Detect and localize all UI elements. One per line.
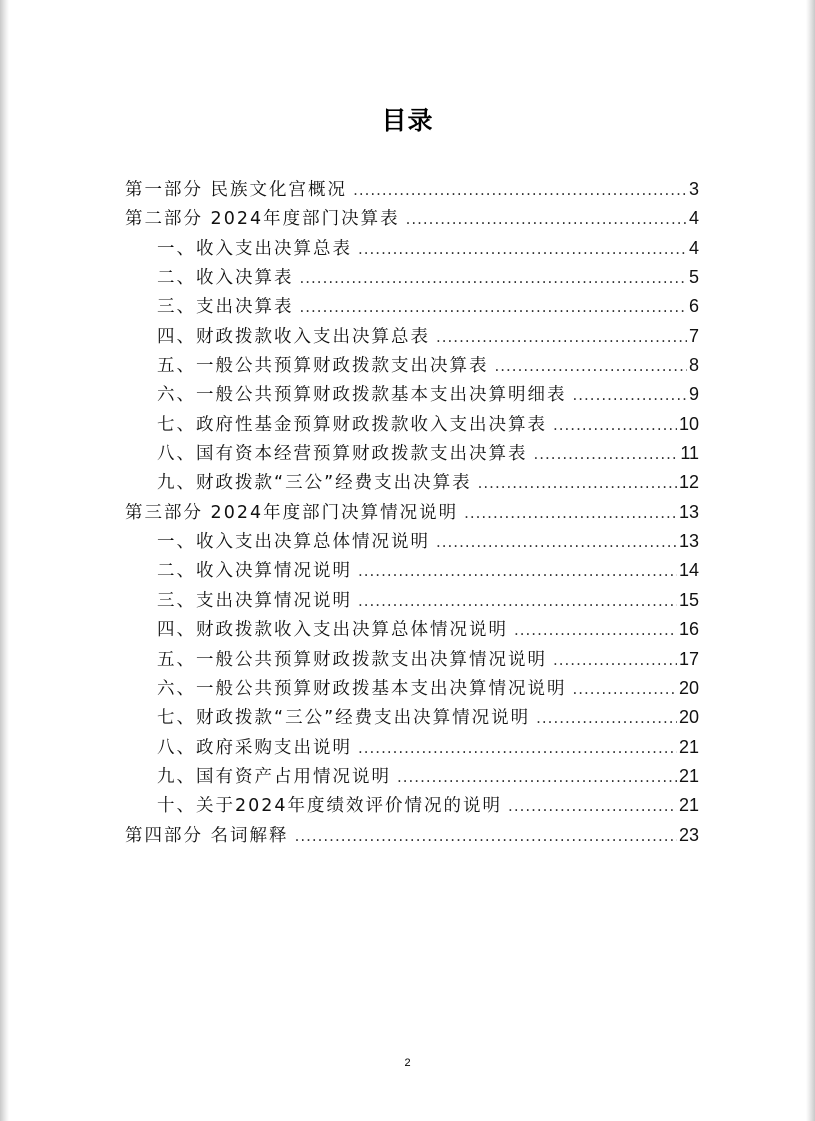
toc-entry[interactable]	[125, 587, 699, 616]
document-page	[9, 0, 806, 1121]
toc-dot-leader	[553, 416, 677, 434]
toc-entry-label: 九、国有资产占用情况说明	[157, 766, 391, 787]
toc-entry[interactable]	[125, 440, 699, 469]
toc-entry-label: 一、收入支出决算总体情况说明	[157, 532, 430, 553]
toc-entry[interactable]	[125, 323, 699, 352]
toc-entry-label: 第四部分 名词解释	[125, 825, 289, 846]
toc-entry-page: 7	[688, 325, 699, 346]
toc-entry[interactable]	[125, 734, 699, 763]
toc-entry-label: 四、财政拨款收入支出决算总表	[157, 326, 430, 347]
toc-entry[interactable]	[125, 205, 699, 234]
toc-entry-label: 六、一般公共预算财政拨款基本支出决算明细表	[157, 385, 567, 406]
toc-entry[interactable]	[125, 411, 699, 440]
toc-entry-page: 4	[688, 237, 699, 258]
toc-entry-label: 十、关于2024年度绩效评价情况的说明	[157, 796, 503, 817]
toc-entry-label: 五、一般公共预算财政拨款支出决算情况说明	[157, 649, 547, 670]
toc-dot-leader	[353, 181, 687, 199]
toc-dot-leader	[358, 592, 677, 610]
toc-entry-page: 16	[678, 619, 699, 640]
page-shadow-right	[806, 0, 815, 1121]
toc-entry-label: 一、收入支出决算总表	[157, 238, 352, 259]
toc-entry-page: 14	[678, 560, 699, 581]
toc-entry[interactable]	[125, 469, 699, 498]
toc-dot-leader	[358, 562, 677, 580]
toc-entry[interactable]	[125, 528, 699, 557]
toc-entry[interactable]	[125, 557, 699, 586]
toc-entry[interactable]	[125, 499, 699, 528]
toc-entry-page: 17	[678, 648, 699, 669]
toc-entry-label: 六、一般公共预算财政拨基本支出决算情况说明	[157, 678, 567, 699]
toc-entry[interactable]	[125, 176, 699, 205]
page-title: 目录	[381, 106, 434, 135]
toc-dot-leader	[508, 797, 677, 815]
toc-dot-leader	[514, 621, 677, 639]
toc-entry-page: 4	[688, 208, 699, 229]
toc-entry-page: 8	[688, 355, 699, 376]
toc-dot-leader	[358, 739, 677, 757]
toc-entry-label: 四、财政拨款收入支出决算总体情况说明	[157, 620, 508, 641]
toc-entry-page: 21	[678, 736, 699, 757]
toc-dot-leader	[436, 533, 677, 551]
toc-entry-label: 七、财政拨款“三公”经费支出决算情况说明	[157, 708, 531, 729]
toc-entry-label: 三、支出决算情况说明	[157, 590, 352, 611]
toc-entry[interactable]	[125, 704, 699, 733]
toc-entry-label: 八、国有资本经营预算财政拨款支出决算表	[157, 444, 528, 465]
toc-entry-page: 20	[678, 707, 699, 728]
toc-dot-leader	[573, 386, 687, 404]
toc-dot-leader	[573, 680, 677, 698]
toc-dot-leader	[397, 768, 677, 786]
toc-entry[interactable]	[125, 763, 699, 792]
toc-entry-label: 七、政府性基金预算财政拨款收入支出决算表	[157, 414, 547, 435]
toc-entry-page: 11	[680, 443, 699, 464]
toc-entry-page: 6	[688, 296, 699, 317]
toc-entry-page: 20	[678, 677, 699, 698]
toc-entry-page: 10	[678, 413, 699, 434]
toc-entry-page: 21	[678, 765, 699, 786]
toc-entry[interactable]	[125, 822, 699, 851]
toc-entry-label: 第三部分 2024年度部门决算情况说明	[125, 502, 459, 523]
toc-dot-leader	[300, 298, 687, 316]
toc-entry[interactable]	[125, 616, 699, 645]
toc-dot-leader	[495, 357, 687, 375]
toc-entry[interactable]	[125, 352, 699, 381]
toc-dot-leader	[295, 827, 677, 845]
toc-dot-leader	[300, 269, 687, 287]
toc-entry-label: 三、支出决算表	[157, 297, 294, 318]
toc-dot-leader	[358, 240, 687, 258]
toc-entry-label: 二、收入决算情况说明	[157, 561, 352, 582]
toc-entry-page: 21	[678, 795, 699, 816]
toc-dot-leader	[536, 709, 677, 727]
toc-entry[interactable]	[125, 792, 699, 821]
toc-dot-leader	[534, 445, 679, 463]
toc-dot-leader	[464, 504, 677, 522]
toc-entry-label: 八、政府采购支出说明	[157, 737, 352, 758]
page-shadow-left	[0, 0, 9, 1121]
toc-entry-label: 九、财政拨款“三公”经费支出决算表	[157, 473, 472, 494]
table-of-contents	[125, 176, 699, 851]
toc-dot-leader	[436, 328, 687, 346]
toc-entry-page: 12	[678, 472, 699, 493]
toc-entry-page: 13	[678, 531, 699, 552]
toc-entry-label: 五、一般公共预算财政拨款支出决算表	[157, 356, 489, 377]
toc-entry[interactable]	[125, 381, 699, 410]
toc-entry-page: 3	[688, 179, 699, 199]
toc-dot-leader	[406, 210, 687, 228]
toc-entry-label: 第二部分 2024年度部门决算表	[125, 209, 400, 230]
toc-entry[interactable]	[125, 646, 699, 675]
toc-entry-page: 13	[678, 501, 699, 522]
toc-dot-leader	[553, 651, 677, 669]
toc-entry[interactable]	[125, 235, 699, 264]
toc-entry-page: 5	[688, 267, 699, 288]
toc-entry-page: 23	[678, 824, 699, 845]
page-number: 2	[404, 1057, 411, 1069]
toc-entry-label: 第一部分 民族文化宫概况	[125, 180, 348, 200]
toc-entry[interactable]	[125, 264, 699, 293]
toc-entry[interactable]	[125, 675, 699, 704]
toc-entry-label: 二、收入决算表	[157, 268, 294, 289]
toc-entry-page: 9	[688, 384, 699, 405]
toc-entry-page: 15	[678, 589, 699, 610]
toc-entry[interactable]	[125, 293, 699, 322]
toc-dot-leader	[478, 474, 677, 492]
